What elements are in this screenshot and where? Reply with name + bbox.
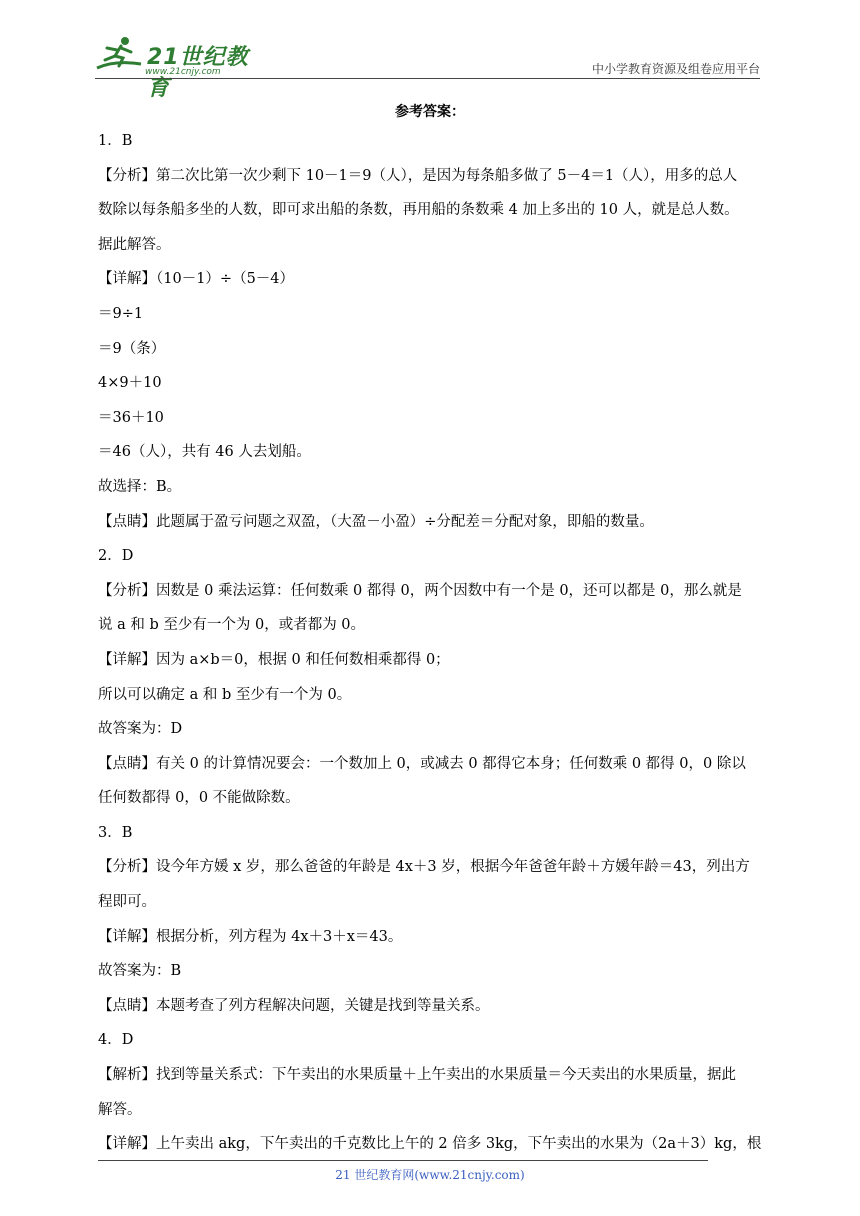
text-line: 4．D xyxy=(98,1032,134,1049)
answer-content xyxy=(98,124,763,1162)
runner-icon xyxy=(95,34,145,76)
logo-text: 21世纪教育 xyxy=(147,45,249,101)
text-line: ＝9÷1 xyxy=(98,305,144,322)
text-line: 程即可。 xyxy=(98,894,156,911)
text-line: 解答。 xyxy=(98,1101,142,1118)
text-line: 【详解】（10－1）÷（5－4） xyxy=(98,271,295,288)
text-line: 故答案为：B xyxy=(98,963,182,980)
text-line: 【详解】因为 a×b＝0，根据 0 和任何数相乘都得 0； xyxy=(98,651,450,668)
site-logo xyxy=(95,34,255,101)
header-slogan: 中小学教育资源及组卷应用平台 xyxy=(591,62,760,76)
text-line: 故答案为：D xyxy=(98,721,183,738)
text-line: 【分析】设今年方媛 x 岁，那么爸爸的年龄是 4x＋3 岁，根据今年爸爸年龄＋方媛年龄＝43，列出方 xyxy=(98,859,750,876)
text-line: 【点睛】此题属于盈亏问题之双盈，（大盈－小盈）÷分配差＝分配对象，即船的数量。 xyxy=(98,513,654,530)
page-header xyxy=(95,30,760,101)
text-line: 【点睛】有关 0 的计算情况要会：一个数加上 0，或减去 0 都得它本身；任何数乘 0 都得 0，0 除以 xyxy=(98,755,746,772)
text-line: 据此解答。 xyxy=(98,236,171,253)
text-line: 4×9＋10 xyxy=(98,375,162,392)
text-line: 数除以每条船多坐的人数，即可求出船的条数，再用船的条数乘 4 加上多出的 10 人，就是总人数。 xyxy=(98,202,739,219)
text-line: 【详解】根据分析，列方程为 4x＋3＋x＝43。 xyxy=(98,928,403,945)
logo-url: www.21cnjy.com xyxy=(145,67,221,77)
footer-divider xyxy=(98,1160,708,1161)
text-line: ＝46（人），共有 46 人去划船。 xyxy=(98,444,311,461)
footer-link[interactable]: 21 世纪教育网(www.21cnjy.com) xyxy=(335,1168,525,1182)
text-line: 1．B xyxy=(98,133,133,149)
page-title: 参考答案： xyxy=(395,104,465,120)
text-line: 【分析】因数是 0 乘法运算：任何数乘 0 都得 0，两个因数中有一个是 0，还可以都是 0，那么就是 xyxy=(98,582,742,599)
text-line: 【解析】找到等量关系式：下午卖出的水果质量＋上午卖出的水果质量＝今天卖出的水果质量，据此 xyxy=(98,1067,736,1084)
text-line: ＝9（条） xyxy=(98,340,166,357)
text-line: 2．D xyxy=(98,548,134,565)
text-line: 【分析】第二次比第一次少剩下 10－1＝9（人），是因为每条船多做了 5－4＝1（人），用多的总人 xyxy=(98,167,738,184)
text-line: 说 a 和 b 至少有一个为 0，或者都为 0。 xyxy=(98,617,366,634)
text-line: 【点睛】本题考查了列方程解决问题，关键是找到等量关系。 xyxy=(98,997,490,1014)
text-line: 3．B xyxy=(98,824,133,841)
text-line: 【详解】上午卖出 akg，下午卖出的千克数比上午的 2 倍多 3kg，下午卖出的水果为（2a＋3）kg，根 xyxy=(98,1136,762,1153)
text-line: 所以可以确定 a 和 b 至少有一个为 0。 xyxy=(98,686,352,703)
header-divider xyxy=(95,78,760,79)
text-line: 任何数都得 0，0 不能做除数。 xyxy=(98,790,300,807)
text-line: ＝36＋10 xyxy=(98,409,164,426)
text-line: 故选择：B。 xyxy=(98,478,182,495)
